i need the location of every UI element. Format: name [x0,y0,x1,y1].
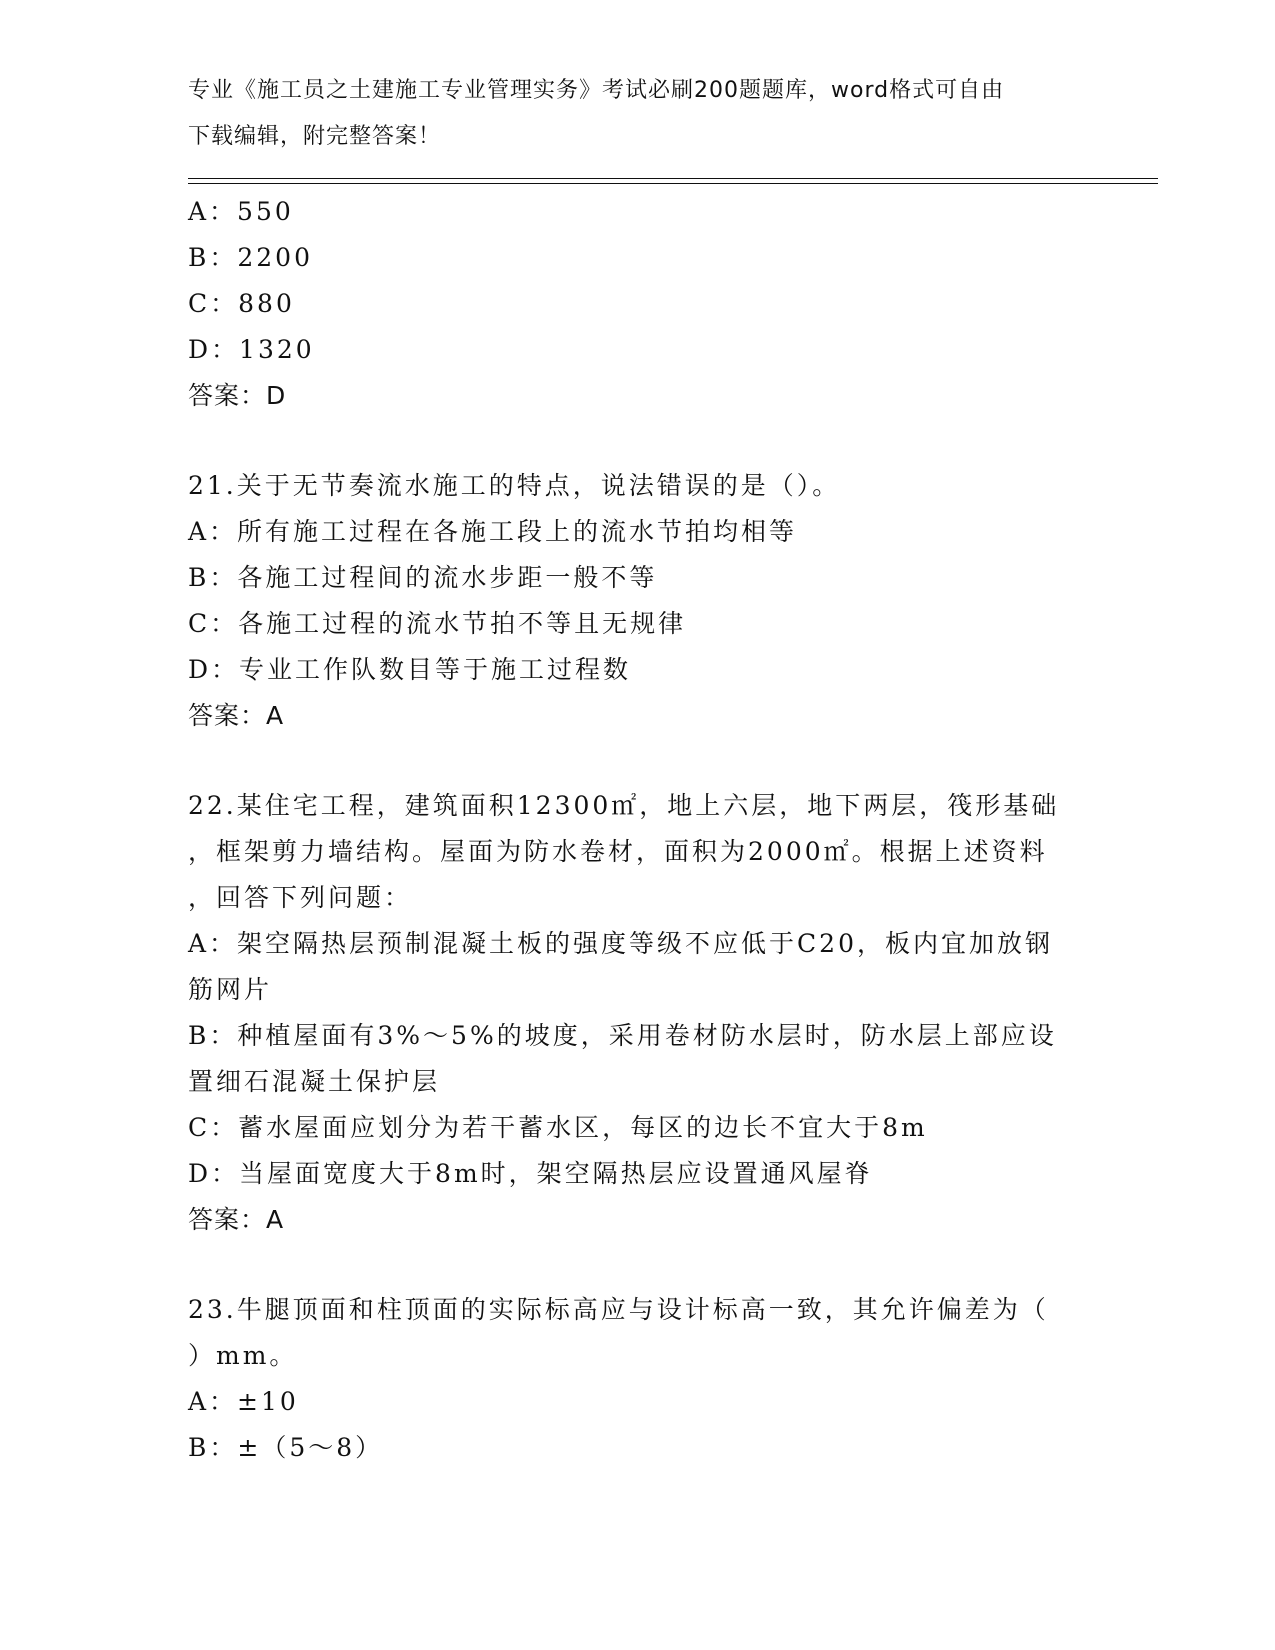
question-stem-line: 23.牛腿顶面和柱顶面的实际标高应与设计标高一致，其允许偏差为（ [188,1295,1049,1324]
header-divider-bottom [188,183,1158,184]
option-b: B：各施工过程间的流水步距一般不等 [188,563,658,592]
option-b: B：±（5～8） [188,1433,384,1462]
option-c: C：蓄水屋面应划分为若干蓄水区，每区的边长不宜大于8m [188,1113,928,1142]
option-b: B：种植屋面有3%～5%的坡度，采用卷材防水层时，防水层上部应设 [188,1021,1057,1050]
question-20-continued [188,189,1088,419]
answer: 答案：A [188,701,285,730]
answer: 答案：A [188,1205,285,1234]
document-header [188,72,1088,164]
option-d: D：1320 [188,335,315,364]
spacer [188,1243,1088,1287]
option-a: A：所有施工过程在各施工段上的流水节拍均相等 [188,517,798,546]
option-c: C：880 [188,289,295,318]
question-stem: 21.关于无节奏流水施工的特点，说法错误的是（）。 [188,471,841,500]
option-a: A：550 [188,197,294,226]
question-22 [188,783,1088,1243]
question-stem-line: ，回答下列问题： [188,883,413,912]
option-b-continued: 置细石混凝土保护层 [188,1067,441,1096]
header-divider-top [188,178,1158,179]
question-stem-line: ）mm。 [188,1341,298,1370]
header-line-1: 专业《施工员之土建施工专业管理实务》考试必刷200题题库，word格式可自由 [188,78,1005,103]
option-a: A：±10 [188,1387,299,1416]
option-d: D：专业工作队数目等于施工过程数 [188,655,632,684]
spacer [188,739,1088,783]
question-21 [188,463,1088,739]
option-a: A：架空隔热层预制混凝土板的强度等级不应低于C20，板内宜加放钢 [188,929,1053,958]
spacer [188,419,1088,463]
answer: 答案：D [188,381,287,410]
question-stem-line: 22.某住宅工程，建筑面积12300㎡，地上六层，地下两层，筏形基础 [188,791,1060,820]
option-d: D：当屋面宽度大于8m时，架空隔热层应设置通风屋脊 [188,1159,873,1188]
header-line-2: 下载编辑，附完整答案！ [188,124,442,149]
option-c: C：各施工过程的流水节拍不等且无规律 [188,609,687,638]
option-a-continued: 筋网片 [188,975,273,1004]
question-stem-line: ，框架剪力墙结构。屋面为防水卷材，面积为2000㎡。根据上述资料 [188,837,1048,866]
option-b: B：2200 [188,243,313,272]
document-body [188,189,1088,1471]
question-23 [188,1287,1088,1471]
